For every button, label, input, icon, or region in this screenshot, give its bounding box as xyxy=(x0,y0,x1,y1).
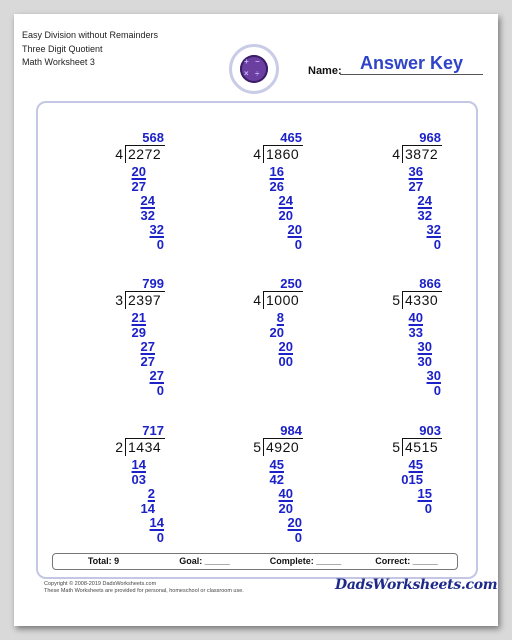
work-step-subtract: 27 xyxy=(140,339,155,354)
work-step-remainder: 26 xyxy=(269,178,284,194)
division-problem xyxy=(80,423,166,553)
work-step-remainder: 30 xyxy=(417,353,432,369)
work-step-subtract: 20 xyxy=(287,515,302,530)
work-step-subtract: 45 xyxy=(269,457,284,472)
work-step-remainder: 0 xyxy=(156,529,164,545)
work-step-remainder: 015 xyxy=(401,471,423,487)
quotient: 799 xyxy=(142,276,164,291)
work-step-remainder: 32 xyxy=(140,207,155,223)
work-step-subtract: 16 xyxy=(269,164,284,179)
answer-key-label: Answer Key xyxy=(359,53,464,73)
quotient: 465 xyxy=(280,130,302,145)
quotient: 717 xyxy=(142,423,164,438)
usage-line: These Math Worksheets are provided for personal, homeschool or classroom use. xyxy=(44,588,244,594)
correct-label: Correct: _____ xyxy=(375,556,438,566)
work-step-remainder: 33 xyxy=(408,324,423,340)
dividend: 2397 xyxy=(128,292,162,308)
work-step-remainder: 20 xyxy=(278,207,293,223)
division-problem xyxy=(80,276,166,406)
division-bracket xyxy=(402,438,403,456)
dividend: 1000 xyxy=(266,292,300,308)
work-step-remainder: 27 xyxy=(408,178,423,194)
quotient: 903 xyxy=(419,423,441,438)
work-step-subtract: 30 xyxy=(426,368,441,383)
quotient: 568 xyxy=(142,130,164,145)
divisor: 5 xyxy=(253,439,261,455)
work-step-subtract: 20 xyxy=(287,222,302,237)
division-bracket xyxy=(263,291,264,309)
division-problem xyxy=(80,130,166,260)
division-problem xyxy=(218,276,304,406)
division-problem xyxy=(357,276,443,406)
worksheet-title: Easy Division without Remainders xyxy=(22,30,159,40)
dividend: 1860 xyxy=(266,146,300,162)
brand-logo: DadsWorksheets.com xyxy=(335,577,498,593)
divisor: 5 xyxy=(392,439,400,455)
division-bracket xyxy=(402,291,403,309)
division-bracket xyxy=(125,145,126,163)
score-bar xyxy=(52,553,458,570)
work-step-remainder: 20 xyxy=(269,324,284,340)
copyright-line: Copyright © 2008-2019 DadsWorksheets.com xyxy=(44,581,157,587)
work-step-subtract: 8 xyxy=(276,310,284,325)
work-step-subtract: 45 xyxy=(408,457,423,472)
complete-label: Complete: _____ xyxy=(269,556,342,566)
work-step-subtract: 21 xyxy=(131,310,146,325)
worksheet-number: Math Worksheet 3 xyxy=(22,57,95,67)
work-step-subtract: 20 xyxy=(278,339,293,354)
dividend: 4330 xyxy=(405,292,439,308)
work-step-subtract: 40 xyxy=(278,486,293,501)
divisor: 4 xyxy=(253,292,261,308)
work-step-subtract: 36 xyxy=(408,164,423,179)
work-step-remainder: 0 xyxy=(433,382,441,398)
work-step-remainder: 0 xyxy=(156,236,164,252)
total-label: Total: 9 xyxy=(87,556,120,566)
division-bracket xyxy=(402,145,403,163)
quotient: 968 xyxy=(419,130,441,145)
divisor: 4 xyxy=(392,146,400,162)
work-step-remainder: 0 xyxy=(294,529,302,545)
work-step-subtract: 20 xyxy=(131,164,146,179)
work-step-remainder: 32 xyxy=(417,207,432,223)
division-bracket xyxy=(263,145,264,163)
name-label: Name: xyxy=(308,65,342,77)
work-step-remainder: 42 xyxy=(269,471,284,487)
division-problem xyxy=(218,423,304,553)
division-bracket xyxy=(125,438,126,456)
divisor: 4 xyxy=(253,146,261,162)
goal-label: Goal: _____ xyxy=(179,556,230,566)
worksheet-header xyxy=(22,29,158,70)
work-step-remainder: 0 xyxy=(156,382,164,398)
math-logo-icon: + − × ÷ xyxy=(229,44,279,94)
work-step-subtract: 24 xyxy=(140,193,155,208)
worksheet-subtitle: Three Digit Quotient xyxy=(22,43,103,54)
work-step-subtract: 32 xyxy=(149,222,164,237)
work-step-remainder: 20 xyxy=(278,500,293,516)
work-step-remainder: 27 xyxy=(140,353,155,369)
dividend: 1434 xyxy=(128,439,162,455)
work-step-subtract: 27 xyxy=(149,368,164,383)
work-step-subtract: 2 xyxy=(147,486,155,501)
division-problem xyxy=(218,130,304,260)
division-problem xyxy=(357,423,443,553)
work-step-subtract: 30 xyxy=(417,339,432,354)
work-step-remainder: 29 xyxy=(131,324,146,340)
dividend: 4920 xyxy=(266,439,300,455)
work-step-remainder: 00 xyxy=(278,353,293,369)
work-step-subtract: 32 xyxy=(426,222,441,237)
work-step-remainder: 0 xyxy=(294,236,302,252)
division-bracket xyxy=(125,291,126,309)
copyright-notice xyxy=(44,581,244,595)
work-step-subtract: 24 xyxy=(278,193,293,208)
dividend: 4515 xyxy=(405,439,439,455)
dividend: 2272 xyxy=(128,146,162,162)
divisor: 4 xyxy=(115,146,123,162)
name-line xyxy=(340,74,483,75)
work-step-subtract: 24 xyxy=(417,193,432,208)
work-step-remainder: 0 xyxy=(424,500,432,516)
work-step-remainder: 0 xyxy=(433,236,441,252)
division-problem xyxy=(357,130,443,260)
divisor: 3 xyxy=(115,292,123,308)
quotient: 250 xyxy=(280,276,302,291)
divisor: 5 xyxy=(392,292,400,308)
work-step-subtract: 14 xyxy=(131,457,146,472)
work-step-subtract: 14 xyxy=(149,515,164,530)
work-step-remainder: 03 xyxy=(131,471,146,487)
division-bracket xyxy=(263,438,264,456)
divisor: 2 xyxy=(115,439,123,455)
work-step-subtract: 15 xyxy=(417,486,432,501)
work-step-remainder: 14 xyxy=(140,500,155,516)
dividend: 3872 xyxy=(405,146,439,162)
work-step-remainder: 27 xyxy=(131,178,146,194)
work-step-subtract: 40 xyxy=(408,310,423,325)
quotient: 984 xyxy=(280,423,302,438)
quotient: 866 xyxy=(419,276,441,291)
